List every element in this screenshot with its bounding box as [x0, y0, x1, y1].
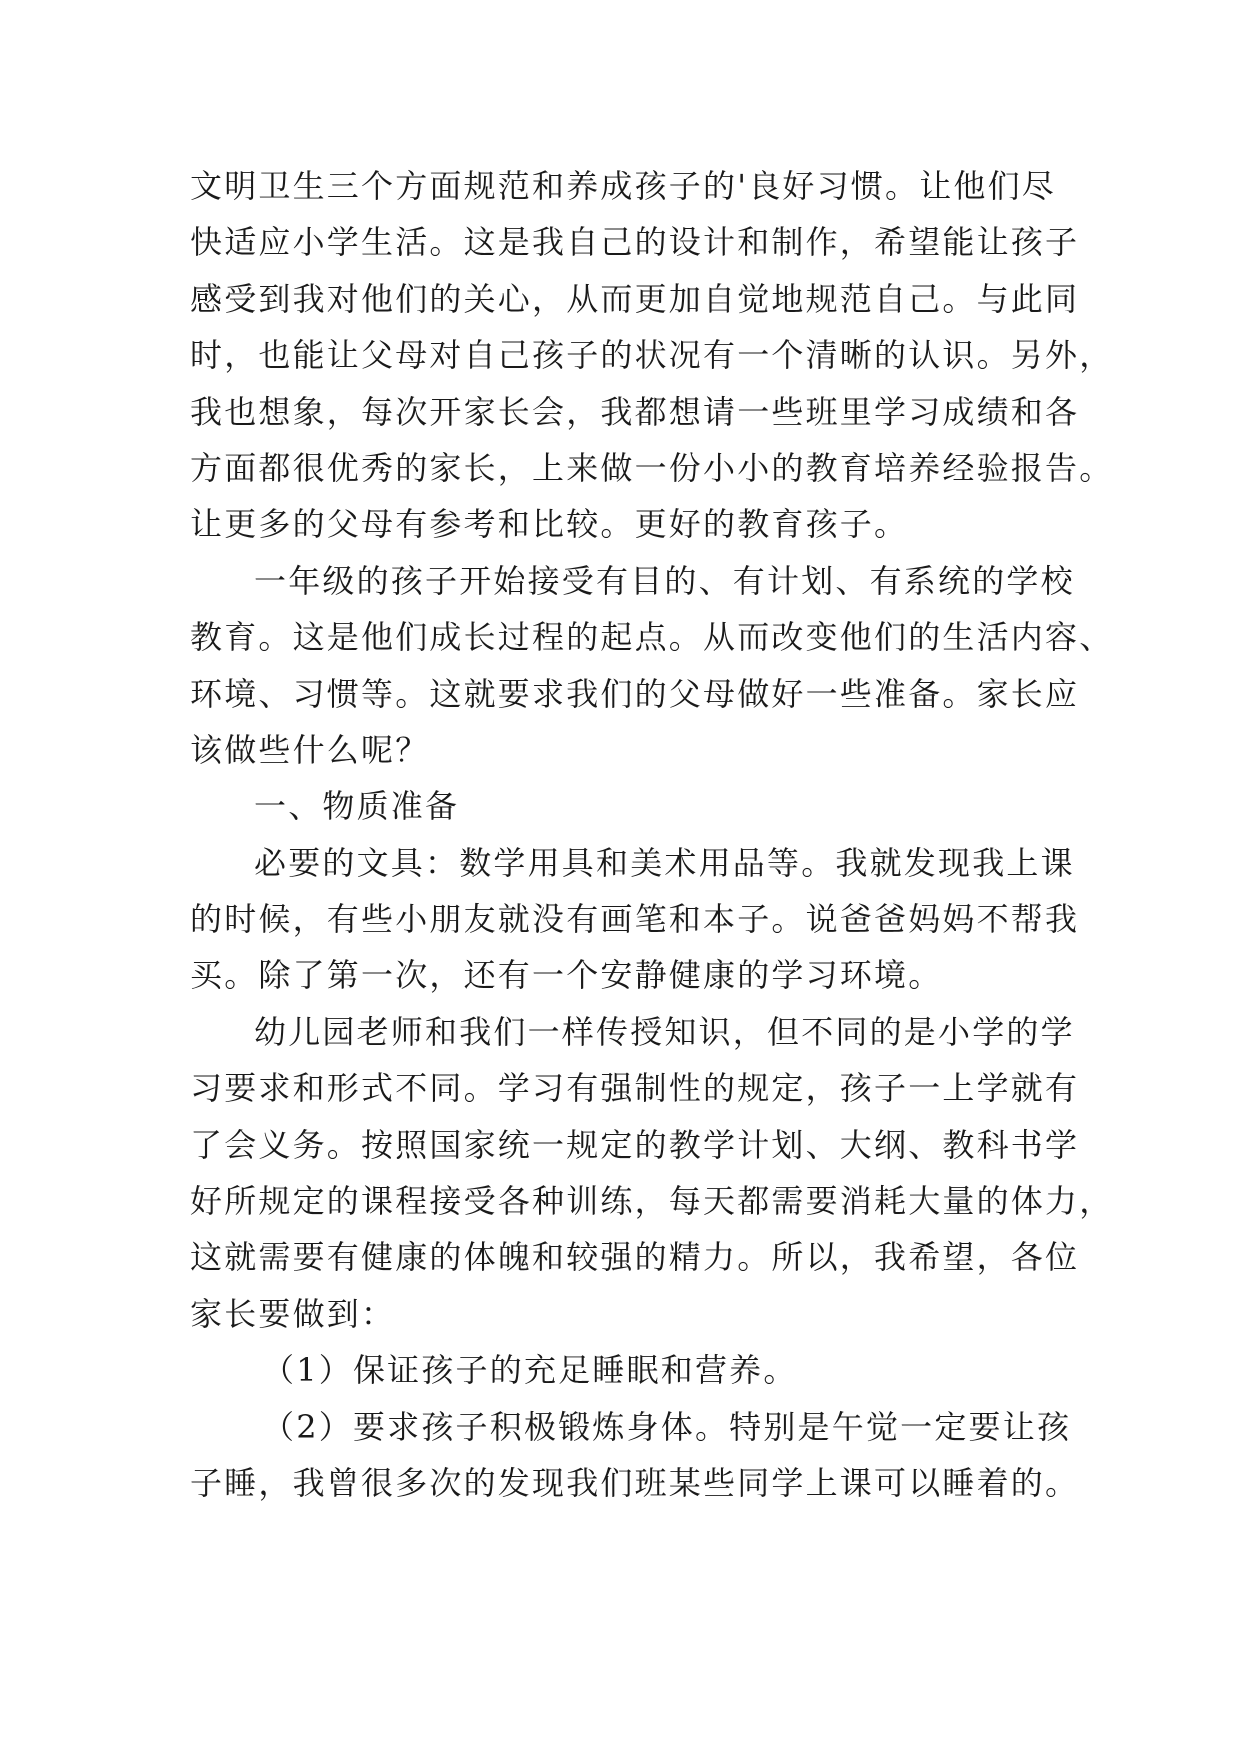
text-line: 家长要做到：	[190, 1294, 396, 1333]
text-line: 方面都很优秀的家长，上来做一份小小的教育培养经验报告。	[190, 448, 1114, 487]
text-line: 快适应小学生活。这是我自己的设计和制作，希望能让孩子	[190, 223, 1080, 262]
section-heading-material	[190, 778, 1070, 834]
paragraph-kindergarten	[190, 1004, 1114, 1342]
text-line: 我也想象，每次开家长会，我都想请一些班里学习成绩和各	[190, 392, 1080, 431]
text-line: 幼儿园老师和我们一样传授知识，但不同的是小学的学	[254, 1012, 1075, 1051]
list-item: （1）保证孩子的充足睡眠和营养。	[262, 1351, 798, 1390]
section-heading: 一、物质准备	[254, 787, 460, 826]
paragraph-first-grade	[190, 553, 1114, 779]
text-line: 让更多的父母有参考和比较。更好的教育孩子。	[190, 505, 909, 544]
text-line: 必要的文具：数学用具和美术用品等。我就发现我上课	[254, 843, 1075, 882]
text-line: 的时候，有些小朋友就没有画笔和本子。说爸爸妈妈不帮我	[190, 900, 1080, 939]
text-line: 教育。这是他们成长过程的起点。从而改变他们的生活内容、	[190, 618, 1114, 657]
text-line: 这就需要有健康的体魄和较强的精力。所以，我希望，各位	[190, 1238, 1080, 1277]
text-line: 该做些什么呢？	[190, 730, 430, 769]
paragraph-habits	[190, 158, 1114, 553]
text-line: 买。除了第一次，还有一个安静健康的学习环境。	[190, 956, 943, 995]
document-body	[190, 158, 1114, 1511]
list-item-sleep	[190, 1342, 1070, 1398]
text-line: 感受到我对他们的关心，从而更加自觉地规范自己。与此同	[190, 279, 1080, 318]
text-line: 好所规定的课程接受各种训练，每天都需要消耗大量的体力，	[190, 1182, 1114, 1221]
text-line: 文明卫生三个方面规范和养成孩子的'良好习惯。让他们尽	[190, 167, 1056, 205]
list-item-exercise	[190, 1399, 1080, 1512]
paragraph-stationery	[190, 835, 1080, 1004]
text-line: 时，也能让父母对自己孩子的状况有一个清晰的认识。另外，	[190, 336, 1114, 375]
text-line: 了会义务。按照国家统一规定的教学计划、大纲、教科书学	[190, 1125, 1080, 1164]
text-line: 子睡，我曾很多次的发现我们班某些同学上课可以睡着的。	[190, 1463, 1080, 1502]
text-line: 习要求和形式不同。学习有强制性的规定，孩子一上学就有	[190, 1069, 1080, 1108]
list-item: （2）要求孩子积极锻炼身体。特别是午觉一定要让孩	[262, 1407, 1072, 1446]
text-line: 环境、习惯等。这就要求我们的父母做好一些准备。家长应	[190, 674, 1080, 713]
text-line: 一年级的孩子开始接受有目的、有计划、有系统的学校	[254, 561, 1075, 600]
